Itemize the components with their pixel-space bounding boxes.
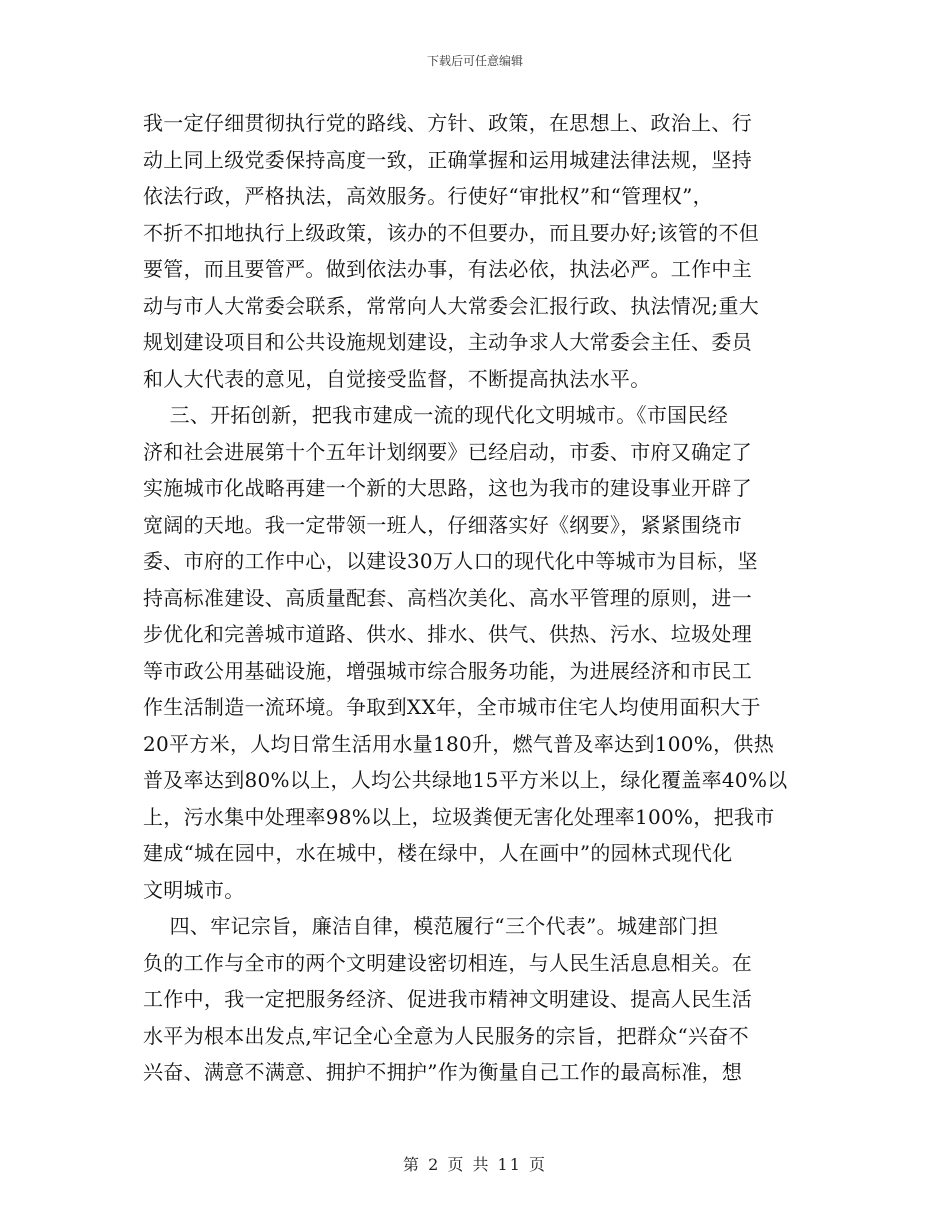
body-line: 水平为根本出发点,牢记全心全意为人民服务的宗旨，把群众“兴奋不 bbox=[143, 1023, 749, 1048]
section-four-first-line: 四、牢记宗旨，廉洁自律，模范履行“三个代表”。城建部门担 bbox=[143, 914, 719, 938]
body-line: 实施城市化战略再建一个新的大思路，这也为我市的建设事业开辟了 bbox=[143, 476, 752, 500]
body-line: 步优化和完善城市道路、供水、排水、供气、供热、污水、垃圾处理 bbox=[143, 622, 752, 646]
body-line: 动与市人大常委会联系，常常向人大常委会汇报行政、执法情况;重大 bbox=[143, 293, 760, 318]
body-line: 宽阔的天地。我一定带领一班人，仔细落实好《纲要》，紧紧围绕市 bbox=[143, 512, 742, 537]
body-line: 20平方米，人均日常生活用水量180升，燃气普及率达到100%，供热 bbox=[143, 731, 774, 756]
body-line: 济和社会进展第十个五年计划纲要》已经启动，市委、市府又确定了 bbox=[143, 439, 752, 464]
page-header-note: 下载后可任意编辑 bbox=[426, 54, 523, 68]
body-line: 委、市府的工作中心，以建设30万人口的现代化中等城市为目标，坚 bbox=[143, 549, 758, 573]
body-line: 建成“城在园中，水在城中，楼在绿中，人在画中”的园林式现代化 bbox=[143, 841, 733, 865]
body-line: 兴奋、满意不满意、拥护不拥护”作为衡量自己工作的最高标准，想 bbox=[143, 1060, 743, 1084]
body-line: 规划建设项目和公共设施规划建设，主动争求人大常委会主任、委员 bbox=[143, 330, 752, 354]
body-line: 等市政公用基础设施，增强城市综合服务功能，为进展经济和市民工 bbox=[143, 658, 752, 683]
body-line: 上，污水集中处理率98%以上，垃圾粪便无害化处理率100%，把我市 bbox=[143, 804, 775, 829]
body-line: 我一定仔细贯彻执行党的路线、方针、政策，在思想上、政治上、行 bbox=[143, 111, 752, 135]
body-line: 文明城市。 bbox=[143, 877, 245, 902]
body-line: 要管，而且要管严。做到依法办事，有法必依，执法必严。工作中主 bbox=[143, 257, 752, 281]
page-number-footer: 第 2 页 共 11 页 bbox=[403, 1155, 547, 1174]
section-three-first-line: 三、开拓创新，把我市建成一流的现代化文明城市。《市国民经 bbox=[143, 403, 729, 427]
body-line: 不折不扣地执行上级政策，该办的不但要办，而且要办好;该管的不但 bbox=[143, 220, 760, 245]
body-line: 和人大代表的意见，自觉接受监督，不断提高执法水平。 bbox=[143, 366, 651, 391]
body-line: 普及率达到80%以上，人均公共绿地15平方米以上，绿化覆盖率40%以 bbox=[143, 768, 788, 792]
body-line: 工作中，我一定把服务经济、促进我市精神文明建设、提高人民生活 bbox=[143, 987, 752, 1011]
body-line: 负的工作与全市的两个文明建设密切相连，与人民生活息息相关。在 bbox=[143, 950, 752, 975]
body-line: 依法行政，严格执法，高效服务。行使好“审批权”和“管理权”， bbox=[143, 184, 713, 208]
body-line: 动上同上级党委保持高度一致，正确掌握和运用城建法律法规，坚持 bbox=[143, 147, 752, 172]
body-line: 作生活制造一流环境。争取到XX年，全市城市住宅人均使用面积大于 bbox=[143, 695, 761, 719]
document-body bbox=[143, 105, 813, 1091]
body-line: 持高标准建设、高质量配套、高档次美化、高水平管理的原则，进一 bbox=[143, 585, 752, 610]
